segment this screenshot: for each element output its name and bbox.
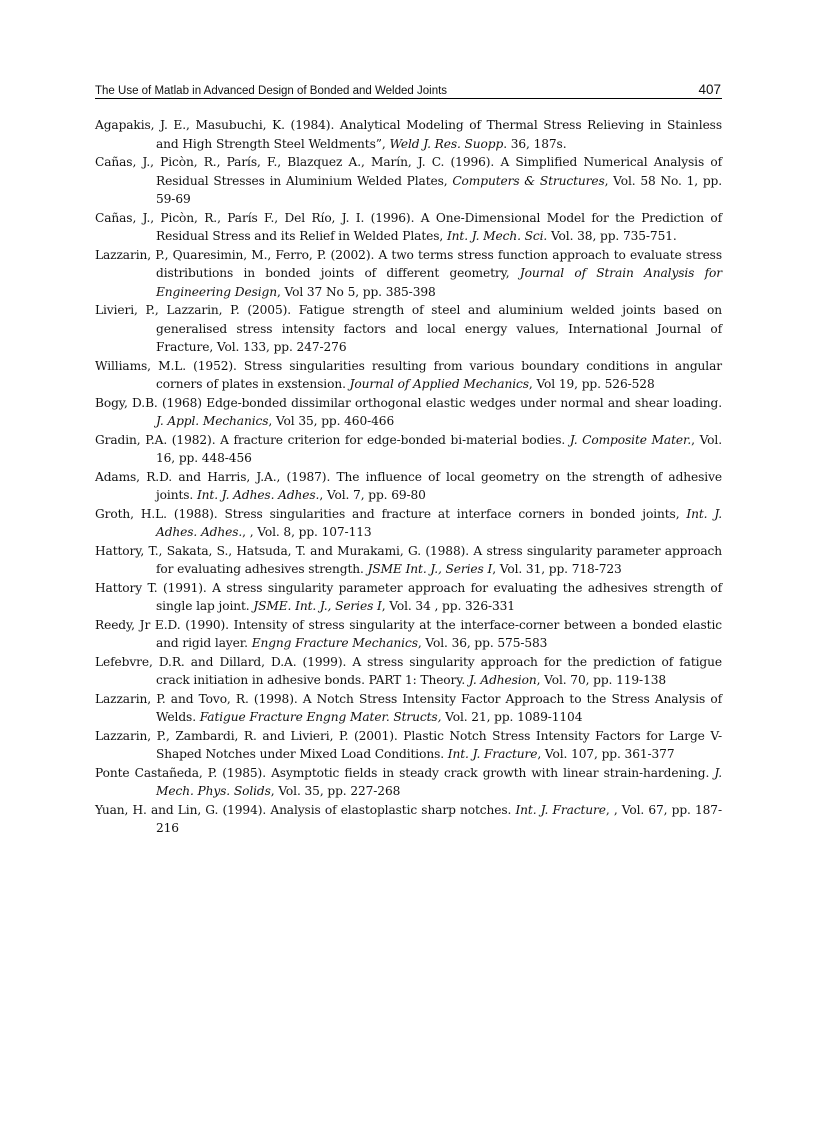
- reference-item: Cañas, J., Picòn, R., París F., Del Río, J. I. (1996). A One-Dimensional Model for the Prediction of Residual Stress and its Relief in Welded Plates, Int. J. Mech. Sci. Vol. 38, pp. 735-751.: [95, 210, 722, 243]
- reference-item: Reedy, Jr E.D. (1990). Intensity of stress singularity at the interface-corner between a bonded elastic and rigid layer. Engng Fracture Mechanics, Vol. 36, pp. 575-583: [95, 617, 722, 650]
- reference-item: Gradin, P.A. (1982). A fracture criterion for edge-bonded bi-material bodies. J. Composite Mater., Vol. 16, pp. 448-456: [95, 432, 722, 465]
- reference-item: Lazzarin, P., Zambardi, R. and Livieri, P. (2001). Plastic Notch Stress Intensity Factors for Large V-Shaped Notches under Mixed Load Conditions. Int. J. Fracture, Vol. 107, pp. 361-377: [95, 728, 722, 761]
- reference-item: Cañas, J., Picòn, R., París, F., Blazquez A., Marín, J. C. (1996). A Simplified Numerical Analysis of Residual Stresses in Aluminium Welded Plates, Computers & Structures, Vol. 58 No. 1, pp. 59-69: [95, 155, 722, 206]
- running-header: [95, 78, 722, 99]
- reference-item: Hattory T. (1991). A stress singularity parameter approach for evaluating the adhesives strength of single lap joint. JSME. Int. J., Series I, Vol. 34 , pp. 326-331: [95, 580, 722, 613]
- reference-item: Lefebvre, D.R. and Dillard, D.A. (1999). A stress singularity approach for the prediction of fatigue crack initiation in adhesive bonds. PART 1: Theory. J. Adhesion, Vol. 70, pp. 119-138: [95, 654, 722, 687]
- reference-item: Hattory, T., Sakata, S., Hatsuda, T. and Murakami, G. (1988). A stress singularity parameter approach for evaluating adhesives strength. JSME Int. J., Series I, Vol. 31, pp. 718-723: [95, 543, 722, 576]
- reference-item: Lazzarin, P. and Tovo, R. (1998). A Notch Stress Intensity Factor Approach to the Stress Analysis of Welds. Fatigue Fracture Engng Mater. Structs, Vol. 21, pp. 1089-1104: [95, 691, 722, 724]
- reference-item: Ponte Castañeda, P. (1985). Asymptotic fields in steady crack growth with linear strain-hardening. J. Mech. Phys. Solids, Vol. 35, pp. 227-268: [95, 765, 722, 798]
- reference-item: Adams, R.D. and Harris, J.A., (1987). The influence of local geometry on the strength of adhesive joints. Int. J. Adhes. Adhes., Vol. 7, pp. 69-80: [95, 469, 722, 502]
- reference-item: Yuan, H. and Lin, G. (1994). Analysis of elastoplastic sharp notches. Int. J. Fracture, , Vol. 67, pp. 187-216: [95, 802, 722, 835]
- reference-list: [95, 116, 722, 838]
- reference-item: Williams, M.L. (1952). Stress singularities resulting from various boundary conditions in angular corners of plates in exstension. Journal of Applied Mechanics, Vol 19, pp. 526-528: [95, 358, 722, 391]
- reference-item: Groth, H.L. (1988). Stress singularities and fracture at interface corners in bonded joints, Int. J. Adhes. Adhes., , Vol. 8, pp. 107-113: [95, 506, 722, 539]
- reference-item: Livieri, P., Lazzarin, P. (2005). Fatigue strength of steel and aluminium welded joints based on generalised stress intensity factors and local energy values, International Journal of Fracture, Vol. 133, pp. 247-276: [95, 303, 722, 354]
- reference-item: Lazzarin, P., Quaresimin, M., Ferro, P. (2002). A two terms stress function approach to evaluate stress distributions in bonded joints of different geometry, Journal of Strain Analysis for Engineering Design, Vol 37 No 5, pp. 385-398: [95, 247, 722, 299]
- running-header-title: The Use of Matlab in Advanced Design of Bonded and Welded Joints: [95, 85, 448, 97]
- reference-item: Bogy, D.B. (1968) Edge-bonded dissimilar orthogonal elastic wedges under normal and shear loading. J. Appl. Mechanics, Vol 35, pp. 460-466: [95, 395, 722, 428]
- reference-item: Agapakis, J. E., Masubuchi, K. (1984). Analytical Modeling of Thermal Stress Relieving in Stainless and High Strength Steel Weldments”, Weld J. Res. Suopp. 36, 187s.: [95, 118, 722, 151]
- page-number: 407: [698, 82, 721, 97]
